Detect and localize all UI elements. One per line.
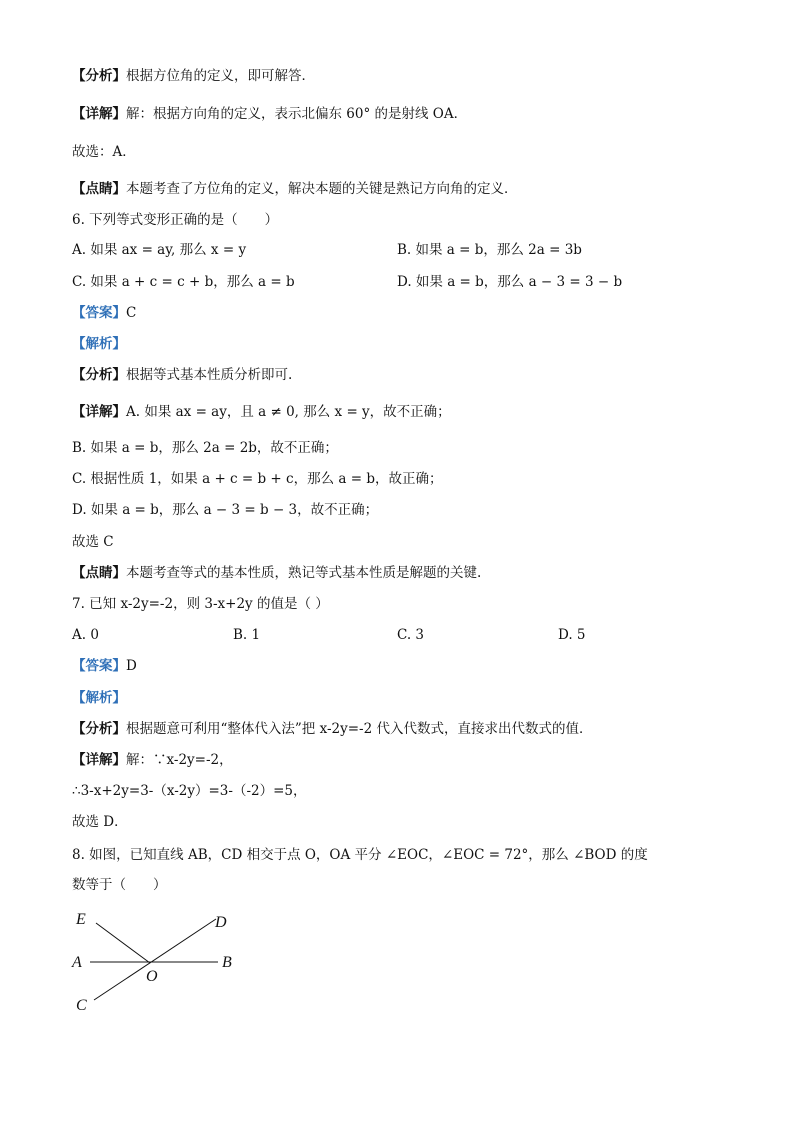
- q7-option-a: A. 0: [72, 627, 99, 643]
- q5-comment-line: [72, 179, 518, 199]
- q8-stem-line1: 8. 如图，已知直线 AB，CD 相交于点 O，OA 平分 ∠EOC，∠EOC = 72°，那么 ∠BOD 的度: [72, 847, 648, 863]
- analysis-tag: 【分析】: [72, 367, 126, 383]
- q7-option-d: D. 5: [558, 627, 586, 643]
- ray-oe: [96, 923, 150, 963]
- comment-tag: 【点睛】: [72, 181, 126, 197]
- jiexi-tag: 【解析】: [72, 690, 126, 706]
- detail-tag: 【详解】: [72, 106, 126, 122]
- q5-detail-line: [72, 104, 467, 124]
- q6-detail-a-line: [72, 402, 451, 422]
- q6-detail-c: C. 根据性质 1，如果 a + c = b + c，那么 a = b，故正确；: [72, 471, 443, 487]
- q6-stem: 6. 下列等式变形正确的是（ ）: [72, 212, 279, 228]
- answer-tag: 【答案】: [72, 658, 126, 674]
- comment-tag: 【点睛】: [72, 565, 126, 581]
- q5-comment-text: 本题考查了方位角的定义，解决本题的关键是熟记方向角的定义．: [126, 181, 518, 197]
- q6-option-d: D. 如果 a = b，那么 a − 3 = 3 − b: [397, 274, 623, 290]
- detail-tag: 【详解】: [72, 404, 126, 420]
- answer-tag: 【答案】: [72, 305, 126, 321]
- label-a: A: [72, 954, 82, 971]
- detail-tag: 【详解】: [72, 752, 126, 768]
- label-d: D: [215, 914, 227, 931]
- q6-option-a: A. 如果 ax = ay, 那么 x = y: [72, 242, 247, 258]
- q7-analysis-text: 根据题意可利用“整体代入法”把 x-2y=-2 代入代数式，直接求出代数式的值．: [126, 721, 593, 737]
- q7-option-b: B. 1: [233, 627, 261, 643]
- q7-detail2: ∴3-x+2y=3-（x-2y）=3-（-2）=5，: [72, 783, 307, 799]
- q8-figure: [68, 905, 248, 1017]
- q6-jiexi-line: [72, 334, 126, 354]
- label-e: E: [76, 911, 86, 928]
- q7-stem: 7. 已知 x-2y=-2，则 3-x+2y 的值是（ ）: [72, 596, 329, 612]
- q7-detail-line: [72, 750, 233, 770]
- q6-option-b: B. 如果 a = b，那么 2a = 3b: [397, 242, 582, 258]
- q7-answer: D: [126, 658, 137, 674]
- q6-answer-line: [72, 303, 136, 323]
- jiexi-tag: 【解析】: [72, 336, 126, 352]
- q5-choose: 故选：A．: [72, 144, 136, 160]
- q6-comment-text: 本题考查等式的基本性质，熟记等式基本性质是解题的关键.: [126, 565, 482, 581]
- analysis-tag: 【分析】: [72, 721, 126, 737]
- q6-detail-d: D. 如果 a = b，那么 a − 3 = b − 3，故不正确；: [72, 502, 379, 518]
- label-c: C: [76, 997, 87, 1014]
- q7-jiexi-line: [72, 688, 126, 708]
- line-cd: [94, 919, 216, 1000]
- q6-detail-a: A. 如果 ax = ay，且 a ≠ 0, 那么 x = y，故不正确；: [126, 404, 451, 420]
- label-o: O: [146, 968, 158, 985]
- q8-stem-line2: 数等于（ ）: [72, 877, 167, 893]
- q6-answer: C: [126, 305, 137, 321]
- q6-choose: 故选 C: [72, 534, 114, 550]
- q6-option-c: C. 如果 a + c = c + b，那么 a = b: [72, 274, 295, 290]
- q6-detail-b: B. 如果 a = b，那么 2a = 2b，故不正确；: [72, 440, 338, 456]
- q5-analysis-line: [72, 66, 315, 86]
- q6-comment-line: [72, 563, 481, 583]
- q7-analysis-line: [72, 719, 593, 739]
- q7-choose: 故选 D．: [72, 814, 128, 830]
- label-b: B: [222, 954, 232, 971]
- q7-option-c: C. 3: [397, 627, 425, 643]
- q5-detail-text: 解：根据方向角的定义，表示北偏东 60° 的是射线 OA．: [126, 106, 468, 122]
- q7-detail1: 解：∵x-2y=-2，: [126, 752, 233, 768]
- q6-analysis-text: 根据等式基本性质分析即可.: [126, 367, 293, 383]
- analysis-tag: 【分析】: [72, 68, 126, 84]
- q6-analysis-line: [72, 365, 292, 385]
- q5-analysis-text: 根据方位角的定义，即可解答．: [126, 68, 315, 84]
- q7-answer-line: [72, 656, 137, 676]
